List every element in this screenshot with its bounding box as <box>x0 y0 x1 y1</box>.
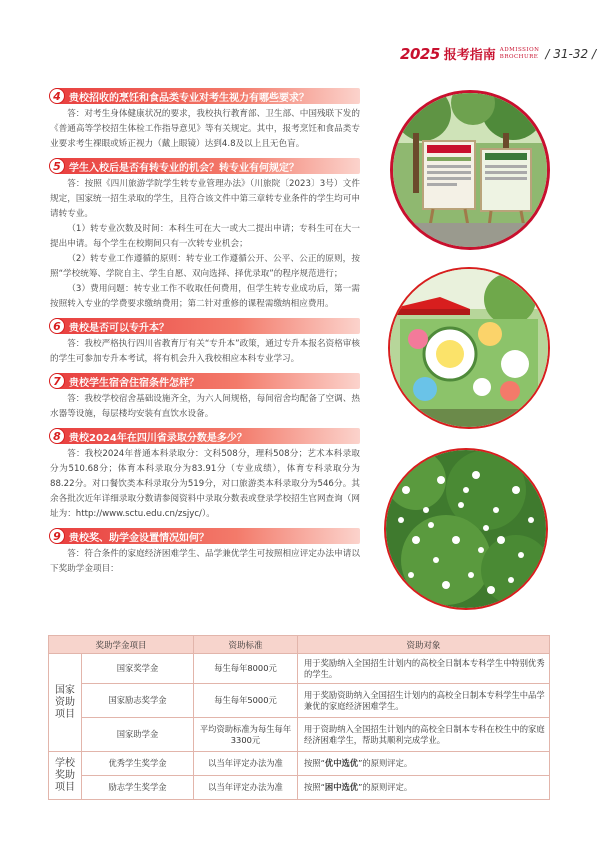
table-row <box>49 684 550 718</box>
page-header <box>400 44 596 63</box>
question-number: 4 <box>49 88 65 104</box>
question-text: 学生入校后是否有转专业的机会？转专业有何规定？ <box>69 162 299 174</box>
qa-item-4 <box>50 88 360 152</box>
item-target: 用于奖励纳入全国招生计划内的高校全日制本专科学生中特别优秀的学生。 <box>298 654 550 684</box>
answer-paragraph: （2）转专业工作遵循的原则：转专业工作遵循公开、公平、公正的原则，按照“学校统筹、学院自主、学生自愿、双向选择、择优录取”的程序规范进行； <box>50 254 360 279</box>
answer-text <box>50 107 360 152</box>
item-name: 国家奖学金 <box>82 654 194 684</box>
target-post: ”的原则评定。 <box>358 758 413 768</box>
answer-paragraph: 答：符合条件的家庭经济困难学生、品学兼优学生可按照相应评定办法申请以下奖助学金项目： <box>50 549 360 574</box>
question-text: 贵校招收的烹饪和食品类专业对考生视力有哪些要求？ <box>69 92 309 104</box>
flowers-illustration <box>386 450 546 608</box>
item-name: 国家励志奖学金 <box>82 684 194 718</box>
header-project: 奖助学金项目 <box>49 636 194 654</box>
answer-paragraph: 答：对考生身体健康状况的要求，我校执行教育部、卫生部、中国残联下发的《普通高等学校招生体检工作指导意见》等有关规定。其中，报考烹饪和食品类专业要求考生裸眼或矫正视力（戴上眼镜）达到4.8及以上且无色盲。 <box>50 109 360 149</box>
question-bar <box>50 428 360 444</box>
qa-item-6 <box>50 318 360 367</box>
page-numbers: / 31-32 / <box>545 46 596 61</box>
table-header-row <box>49 636 550 654</box>
target-strong: 困中选优 <box>324 782 359 792</box>
item-target <box>298 776 550 800</box>
campus-flowers-photo <box>384 448 548 610</box>
question-number: 6 <box>49 318 65 334</box>
question-number: 5 <box>49 158 65 174</box>
question-bar <box>50 158 360 174</box>
answer-text <box>50 447 360 522</box>
table-row <box>49 718 550 752</box>
answer-paragraph: （1）转专业次数及时间：本科生可在大一或大二提出申请；专科生可在大一提出申请。每个学生在校期间只有一次转专业机会； <box>50 224 360 249</box>
item-standard: 每生每年5000元 <box>194 684 298 718</box>
item-target <box>298 752 550 776</box>
qa-item-7 <box>50 373 360 422</box>
qa-column <box>50 88 360 583</box>
table-row <box>49 752 550 776</box>
question-number: 9 <box>49 528 65 544</box>
item-standard: 以当年评定办法为准 <box>194 776 298 800</box>
question-number: 8 <box>49 428 65 444</box>
answer-text <box>50 177 360 312</box>
question-number: 7 <box>49 373 65 389</box>
scholarship-table <box>48 635 550 800</box>
category-national: 国家资助项目 <box>49 654 82 752</box>
header-year: 2025 <box>400 44 440 63</box>
table-row <box>49 776 550 800</box>
target-strong: 优中选优 <box>324 758 359 768</box>
header-english <box>500 47 540 61</box>
category-school: 学校奖助项目 <box>49 752 82 800</box>
question-text: 贵校2024年在四川省录取分数是多少？ <box>69 432 247 444</box>
item-target: 用于奖励资助纳入全国招生计划内的高校全日制本专科学生中品学兼优的家庭经济困难学生。 <box>298 684 550 718</box>
question-text: 贵校是否可以专升本？ <box>69 322 169 334</box>
answer-paragraph: 答：我校2024年普通本科录取分：文科508分，理科508分；艺术本科录取分为510.68分；体育本科录取分为83.91分（专业成绩），体育专科录取分为88.22分。对口餐饮类本科录取分为519分，对口旅游类本科录取分为546分。其余各批次近年详细录取分数请参阅资料中录取分数表或登录学校招生官网查询（网址为：http://www.sctu.edu.cn/zsjyc/）。 <box>50 449 360 519</box>
question-bar <box>50 88 360 104</box>
question-bar <box>50 318 360 334</box>
item-standard: 每生每年8000元 <box>194 654 298 684</box>
question-bar <box>50 528 360 544</box>
answer-text <box>50 392 360 422</box>
qa-item-5 <box>50 158 360 312</box>
item-target: 用于资助纳入全国招生计划内的高校全日制本专科在校生中的家庭经济困难学生，帮助其顺利完成学业。 <box>298 718 550 752</box>
answer-paragraph: （3）费用问题：转专业工作不收取任何费用，但学生转专业成功后，第一需按照转入专业的学费要求缴纳费用；第二针对重修的课程需缴纳相应费用。 <box>50 284 360 309</box>
activity-illustration <box>390 269 548 427</box>
answer-paragraph: 答：我校学校宿舍基础设施齐全，为六人间规格，每间宿舍均配备了空调、热水器等设施，每层楼均安装有直饮水设备。 <box>50 394 360 419</box>
question-bar <box>50 373 360 389</box>
item-name: 励志学生奖学金 <box>82 776 194 800</box>
campus-exhibition-photo <box>390 90 550 250</box>
header-standard: 资助标准 <box>194 636 298 654</box>
target-pre: 按照“ <box>304 782 325 792</box>
answer-text <box>50 337 360 367</box>
item-standard: 以当年评定办法为准 <box>194 752 298 776</box>
exhibition-illustration <box>393 93 547 247</box>
student-activity-photo <box>388 267 550 429</box>
table-row <box>49 654 550 684</box>
target-pre: 按照“ <box>304 758 325 768</box>
header-en-line1: ADMISSION <box>499 46 540 53</box>
answer-text <box>50 547 360 577</box>
item-standard: 平均资助标准为每生每年3300元 <box>194 718 298 752</box>
item-name: 优秀学生奖学金 <box>82 752 194 776</box>
question-text: 贵校学生宿舍住宿条件怎样？ <box>69 377 199 389</box>
answer-paragraph: 答：按照《四川旅游学院学生转专业管理办法》（川旅院〔2023〕3号）文件规定，国家统一招生录取的学生，且符合该文件中第三章转专业条件的学生均可申请转专业。 <box>50 179 360 219</box>
qa-item-8 <box>50 428 360 522</box>
answer-paragraph: 答：我校严格执行四川省教育厅有关“专升本”政策，通过专升本报名资格审核的学生可参加专升本考试，将有机会升入我校相应本科专业学习。 <box>50 339 360 364</box>
header-en-line2: BROCHURE <box>499 53 539 60</box>
header-target: 资助对象 <box>298 636 550 654</box>
item-name: 国家助学金 <box>82 718 194 752</box>
qa-item-9 <box>50 528 360 577</box>
header-title: 报考指南 <box>443 48 496 63</box>
target-post: ”的原则评定。 <box>358 782 413 792</box>
question-text: 贵校奖、助学金设置情况如何？ <box>69 532 209 544</box>
